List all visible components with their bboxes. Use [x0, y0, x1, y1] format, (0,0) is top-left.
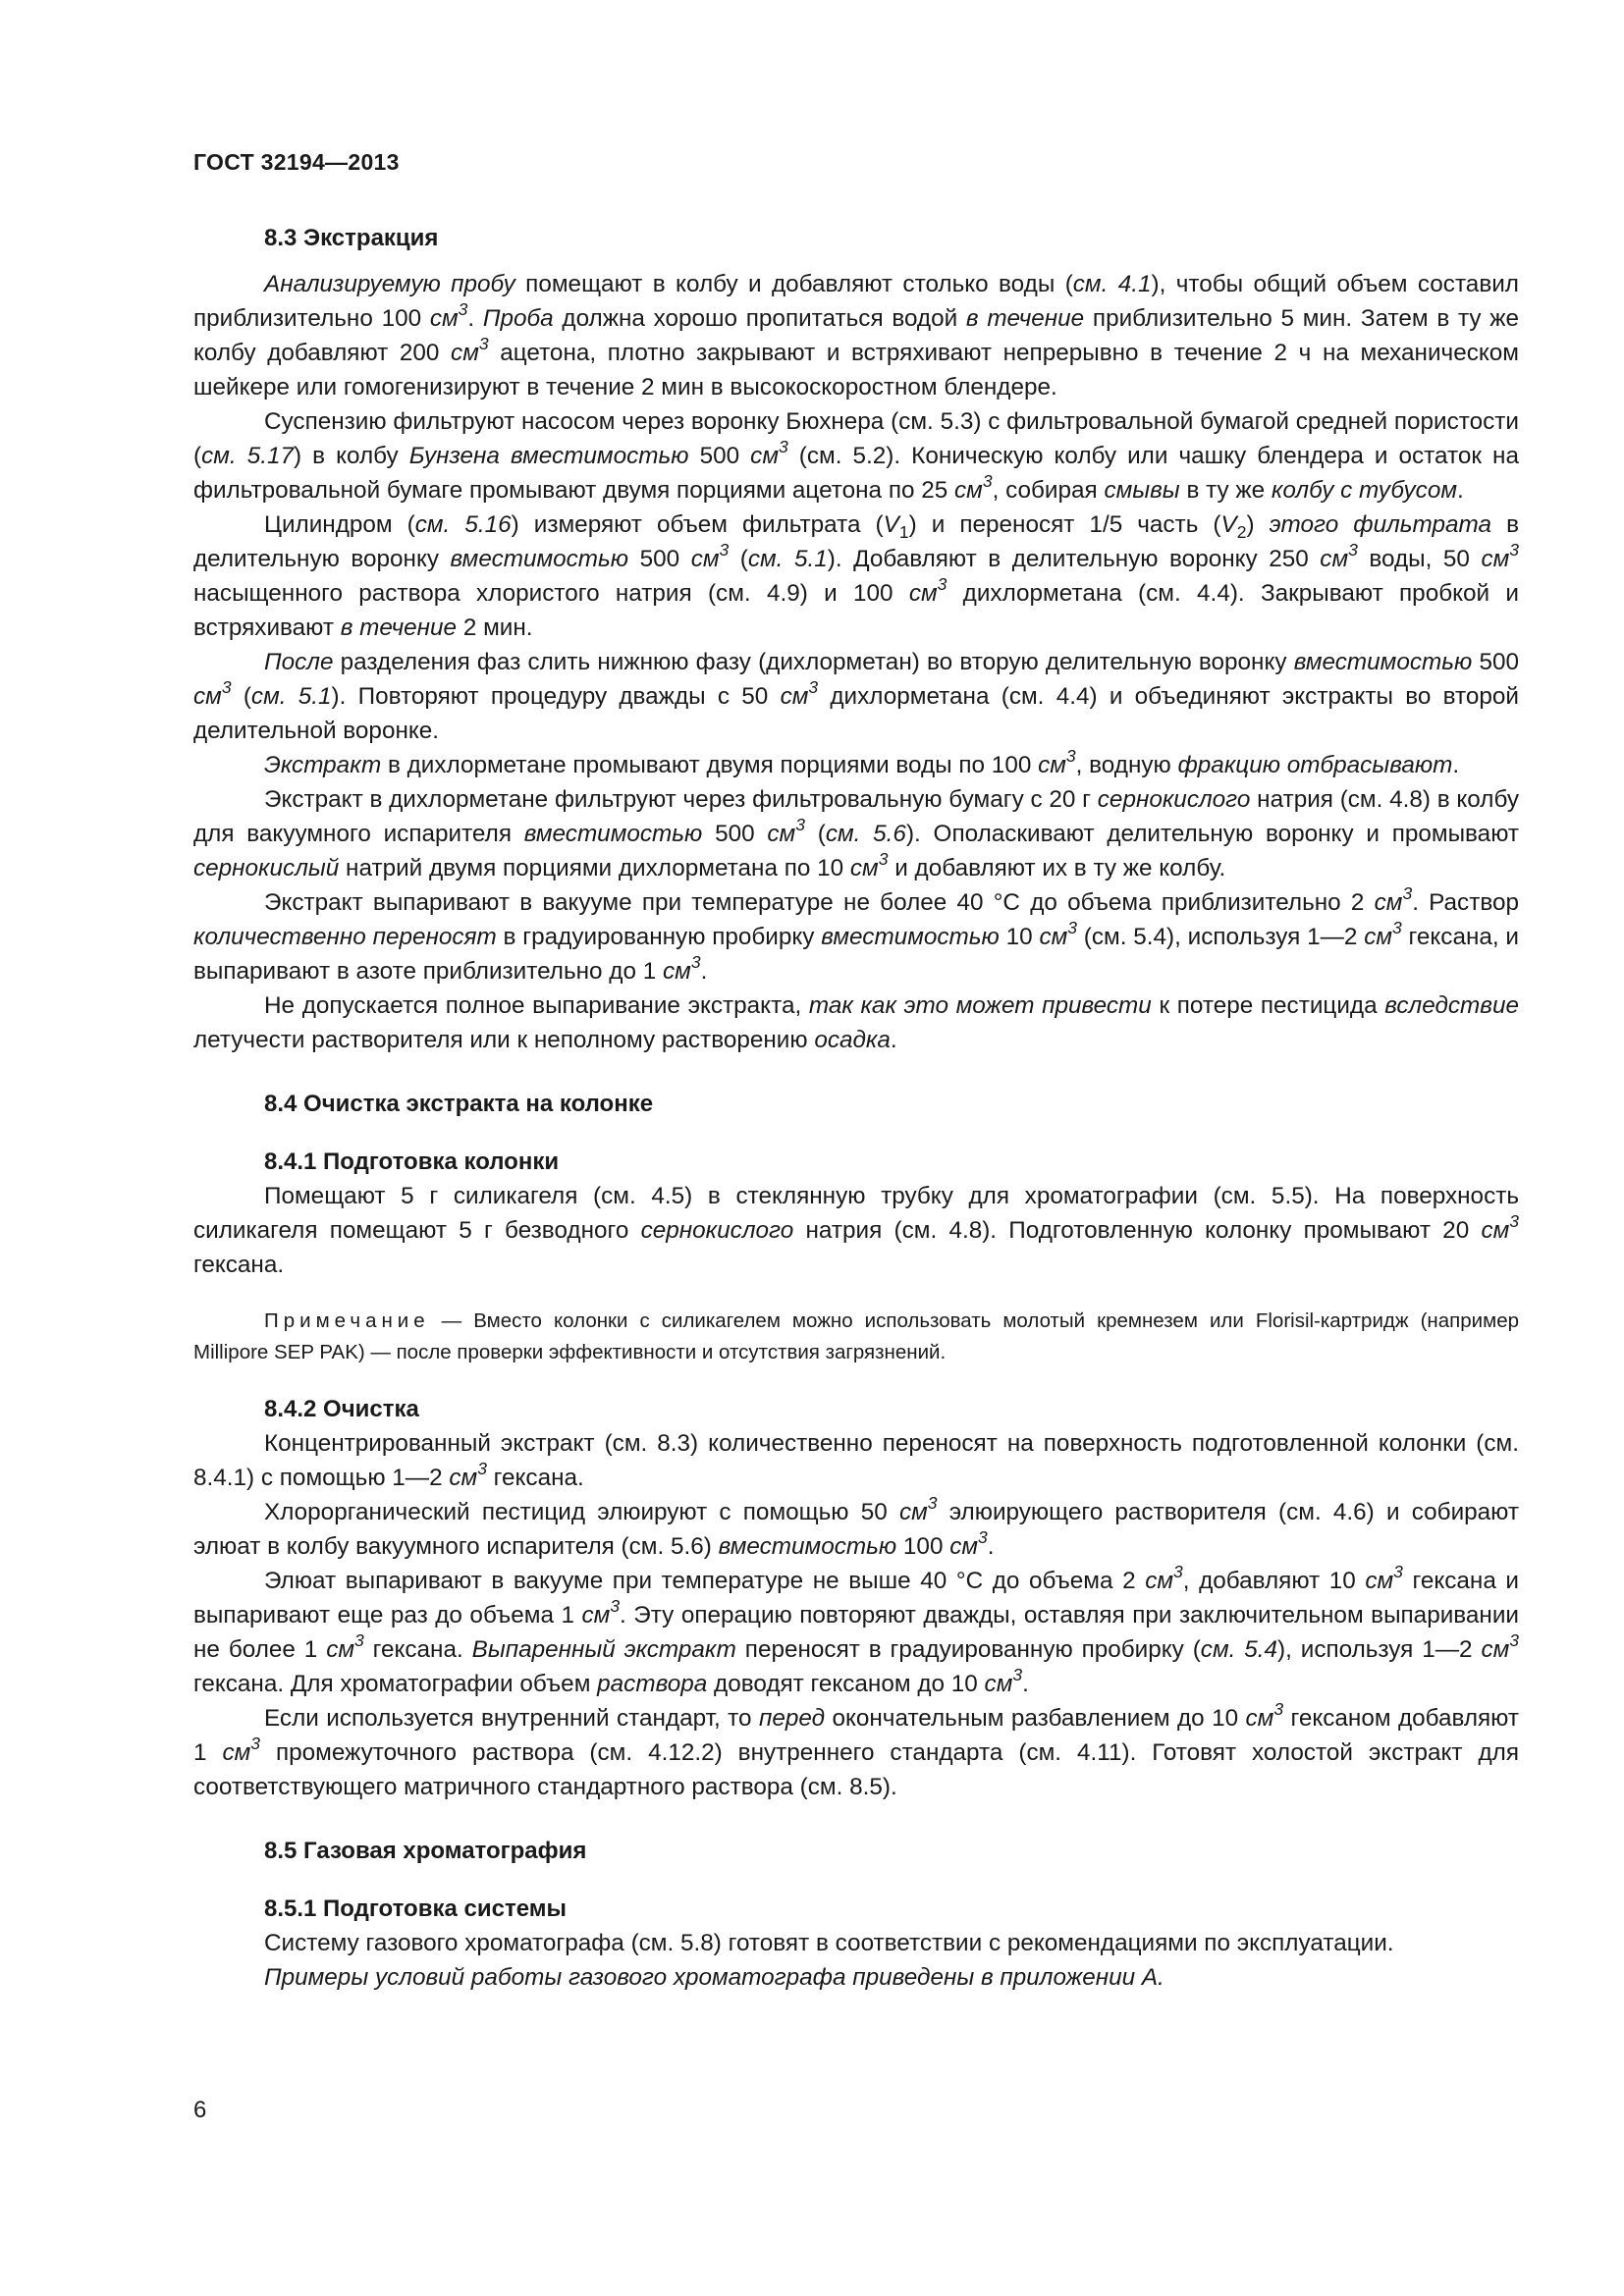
- document-code: ГОСТ 32194—2013: [193, 149, 400, 175]
- paragraph: Помещают 5 г силикагеля (см. 4.5) в стеклянную трубку для хроматографии (см. 5.5). На поверхность силикагеля помещают 5 г безводного сернокислого натрия (см. 4.8). Подготовленную колонку промывают 20 $см^3$ гексана.: [193, 1183, 1519, 1278]
- section-8-4-title: 8.4 Очистка экстракта на колонке: [264, 1091, 654, 1117]
- paragraph: Если используется внутренний стандарт, то перед окончательным разбавлением до 10 $см^3$ гексаном добавляют 1 $см^3$ промежуточного раствора (см. 4.12.2) внутреннего стандарта (см. 4.11). Готовят холостой экстракт для соответствующего матричного стандартного раствора (см. 8.5).: [193, 1699, 1520, 1800]
- note: Примечание — Вместо колонки с силикагелем можно использовать молотый кремнезем или Florisil-картридж (например Millipore SEP PAK) — после проверки эффективности и отсутствия загрязнений.: [193, 1309, 1519, 1363]
- section-8-5-1-title: 8.5.1 Подготовка системы: [264, 1896, 567, 1922]
- section-8-4-2-title: 8.4.2 Очистка: [264, 1396, 419, 1422]
- paragraph: Концентрированный экстракт (см. 8.3) количественно переносят на поверхность подготовленной колонки (см. 8.4.1) с помощью 1—2 $см^3$ гексана.: [193, 1430, 1519, 1491]
- paragraph: Суспензию фильтруют насосом через воронку Бюхнера (см. 5.3) с фильтровальной бумагой средней пористости (см. 5.17) в колбу Бунзена вместимостью 500 $см^3$ (см. 5.2). Коническую колбу или чашку блендера и остаток на фильтровальной бумаге промывают двумя порциями ацетона по 25 $см^3$, собирая смывы в ту же колбу с тубусом.: [193, 408, 1519, 504]
- section-8-3-title: 8.3 Экстракция: [264, 225, 439, 251]
- paragraph: Систему газового хроматографа (см. 5.8) готовят в соответствии с рекомендациями по эксплуатации.: [264, 1930, 1394, 1956]
- paragraph: Анализируемую пробу помещают в колбу и добавляют столько воды (см. 4.1), чтобы общий объем составил приблизительно 100 $см^3$. Проба должна хорошо пропитаться водой в течение приблизительно 5 мин. Затем в ту же колбу добавляют 200 $см^3$ ацетона, плотно закрывают и встряхивают непрерывно в течение 2 ч на механическом шейкере или гомогенизируют в течение 2 мин в высокоскоростном блендере.: [193, 271, 1519, 400]
- paragraph: Экстракт в дихлорметане фильтруют через фильтровальную бумагу с 20 г сернокислого натрия (см. 4.8) в колбу для вакуумного испарителя вместимостью 500 $см^3$ (см. 5.6). Ополаскивают делительную воронку и промывают сернокислый натрий двумя порциями дихлорметана по 10 $см^3$ и добавляют их в ту же колбу.: [193, 786, 1520, 881]
- page-body: [193, 221, 1519, 1995]
- paragraph: Примеры условий работы газового хроматографа приведены в приложении А.: [264, 1964, 1164, 1991]
- paragraph: После разделения фаз слить нижнюю фазу (дихлорметан) во вторую делительную воронку вместимостью 500 $см^3$ (см. 5.1). Повторяют процедуру дважды с 50 $см^3$ дихлорметана (см. 4.4) и объединяют экстракты во второй делительной воронке.: [193, 649, 1520, 744]
- section-8-4-1-title: 8.4.1 Подготовка колонки: [264, 1148, 560, 1175]
- paragraph: Элюат выпаривают в вакууме при температуре не выше 40 °C до объема 2 $см^3$, добавляют 10 $см^3$ гексана и выпаривают еще раз до объема 1 $см^3$. Эту операцию повторяют дважды, оставляя при заключительном выпаривании не более 1 $см^3$ гексана. Выпаренный экстракт переносят в градуированную пробирку (см. 5.4), используя 1—2 $см^3$ гексана. Для хроматографии объем раствора доводят гексаном до 10 $см^3$.: [193, 1562, 1519, 1697]
- paragraph: Хлорорганический пестицид элюируют с помощью 50 $см^3$ элюирующего растворителя (см. 4.6) и собирают элюат в колбу вакуумного испарителя (см. 5.6) вместимостью 100 $см^3$.: [193, 1493, 1519, 1560]
- page-number: 6: [193, 2097, 207, 2123]
- paragraph: Цилиндром (см. 5.16) измеряют объем фильтрата $(V_1)$ и переносят 1/5 часть $(V_2)$ этого фильтрата в делительную воронку вместимостью 500 $см^3$ (см. 5.1). Добавляют в делительную воронку 250 $см^3$ воды, 50 $см^3$ насыщенного раствора хлористого натрия (см. 4.9) и 100 $см^3$ дихлорметана (см. 4.4). Закрывают пробкой и встряхивают в течение 2 мин.: [193, 511, 1520, 641]
- paragraph: Не допускается полное выпаривание экстракта, так как это может привести к потере пестицида вследствие летучести растворителя или к неполному растворению осадка.: [193, 992, 1519, 1053]
- section-8-5-title: 8.5 Газовая хроматография: [264, 1838, 587, 1864]
- note-label: Примечание: [264, 1309, 430, 1332]
- paragraph: Экстракт выпаривают в вакууме при температуре не более 40 °C до объема приблизительно 2 $см^3$. Раствор количественно переносят в градуированную пробирку вместимостью 10 $см^3$ (см. 5.4), используя 1—2 $см^3$ гексана, и выпаривают в азоте приблизительно до 1 $см^3$.: [193, 883, 1520, 985]
- paragraph: Экстракт в дихлорметане промывают двумя порциями воды по 100 $см^3$, водную фракцию отбрасывают.: [264, 746, 1460, 778]
